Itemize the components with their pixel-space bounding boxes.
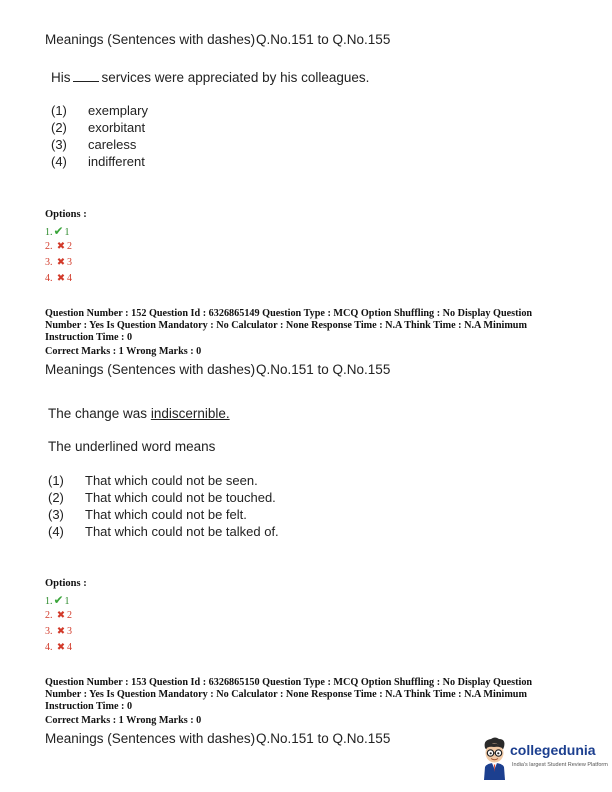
choice-text: That which could not be touched. <box>85 490 276 505</box>
option-number: 4. <box>45 273 53 284</box>
cross-icon: ✖ <box>56 610 66 621</box>
choice-item <box>51 137 251 154</box>
choice-text: That which could not be seen. <box>85 473 258 488</box>
choice-text: indifferent <box>88 154 145 169</box>
stem-before: The change was <box>48 406 148 421</box>
mascot-icon <box>479 736 509 780</box>
cross-icon: ✖ <box>56 642 66 653</box>
choice-number: (4) <box>48 524 64 539</box>
choice-number: (2) <box>51 120 67 135</box>
option-number: 3. <box>45 626 53 637</box>
question-stem <box>51 70 369 85</box>
option-number: 4. <box>45 642 53 653</box>
option-wrong <box>45 608 72 624</box>
option-number: 2. <box>45 610 53 621</box>
choice-item <box>48 507 348 524</box>
check-icon: ✔ <box>53 224 64 238</box>
marks-info: Correct Marks : 1 Wrong Marks : 0 <box>45 346 202 357</box>
option-correct <box>45 223 72 239</box>
cross-icon: ✖ <box>56 257 66 268</box>
stem-after-blank: services were appreciated by his colleagues. <box>101 70 370 85</box>
question-range: Q.No.151 to Q.No.155 <box>256 731 391 746</box>
options-title: Options : <box>45 578 87 589</box>
section-header <box>45 32 391 47</box>
section-label: Meanings (Sentences with dashes) <box>45 731 256 746</box>
option-wrong <box>45 255 72 271</box>
question-meta: Question Number : 152 Question Id : 6326865149 Question Type : MCQ Option Shuffling : No Display Question Number : Yes Is Question Mandatory : No Calculator : None Response Time : N.A Think Time : N.A Minimum Instruction Time : 0 <box>45 308 533 343</box>
option-value: 4 <box>67 273 72 284</box>
question-range: Q.No.151 to Q.No.155 <box>256 362 391 377</box>
options-title: Options : <box>45 209 87 220</box>
question-meta: Question Number : 153 Question Id : 6326865150 Question Type : MCQ Option Shuffling : No Display Question Number : Yes Is Question Mandatory : No Calculator : None Response Time : N.A Think Time : N.A Minimum Instruction Time : 0 <box>45 677 533 712</box>
option-wrong <box>45 640 72 656</box>
choice-number: (1) <box>48 473 64 488</box>
question-stem <box>48 406 230 421</box>
brand-tagline: India's largest Student Review Platform <box>512 762 608 768</box>
choice-number: (3) <box>51 137 67 152</box>
choice-text: careless <box>88 137 137 152</box>
choice-item <box>51 103 251 120</box>
choice-item <box>48 490 348 507</box>
section-label: Meanings (Sentences with dashes) <box>45 32 256 47</box>
option-wrong <box>45 239 72 255</box>
choice-item <box>48 473 348 490</box>
option-value: 2 <box>67 610 72 621</box>
option-wrong <box>45 624 72 640</box>
question-range: Q.No.151 to Q.No.155 <box>256 32 391 47</box>
options-list <box>45 223 72 287</box>
stem-before-blank: His <box>51 70 71 85</box>
choice-list <box>48 473 348 541</box>
marks-info: Correct Marks : 1 Wrong Marks : 0 <box>45 715 202 726</box>
choice-list <box>51 103 251 171</box>
cross-icon: ✖ <box>56 626 66 637</box>
choice-number: (4) <box>51 154 67 169</box>
choice-text: exorbitant <box>88 120 146 135</box>
cross-icon: ✖ <box>56 241 66 252</box>
cross-icon: ✖ <box>56 273 66 284</box>
option-value: 4 <box>67 642 72 653</box>
section-label: Meanings (Sentences with dashes) <box>45 362 256 377</box>
choice-item <box>51 154 251 171</box>
option-value: 2 <box>67 241 72 252</box>
option-number: 2. <box>45 241 53 252</box>
choice-number: (2) <box>48 490 64 505</box>
check-icon: ✔ <box>53 593 64 607</box>
option-value: 1 <box>64 596 70 607</box>
option-value: 3 <box>67 257 72 268</box>
choice-item <box>51 120 251 137</box>
option-value: 3 <box>67 626 72 637</box>
brand-name: collegedunia <box>510 742 596 758</box>
option-value: 1 <box>64 227 70 238</box>
choice-text: exemplary <box>88 103 148 118</box>
option-number: 1. <box>45 227 53 238</box>
sub-prompt: The underlined word means <box>48 439 216 454</box>
choice-text: That which could not be felt. <box>85 507 247 522</box>
option-number: 3. <box>45 257 53 268</box>
option-wrong <box>45 271 72 287</box>
underlined-word: indiscernible. <box>150 406 230 421</box>
answer-blank <box>73 70 99 82</box>
collegedunia-logo <box>479 734 609 784</box>
option-number: 1. <box>45 596 53 607</box>
choice-number: (3) <box>48 507 64 522</box>
choice-number: (1) <box>51 103 67 118</box>
option-correct <box>45 592 72 608</box>
choice-item <box>48 524 348 541</box>
section-header <box>45 731 391 746</box>
section-header <box>45 362 391 377</box>
choice-text: That which could not be talked of. <box>85 524 279 539</box>
options-list <box>45 592 72 656</box>
